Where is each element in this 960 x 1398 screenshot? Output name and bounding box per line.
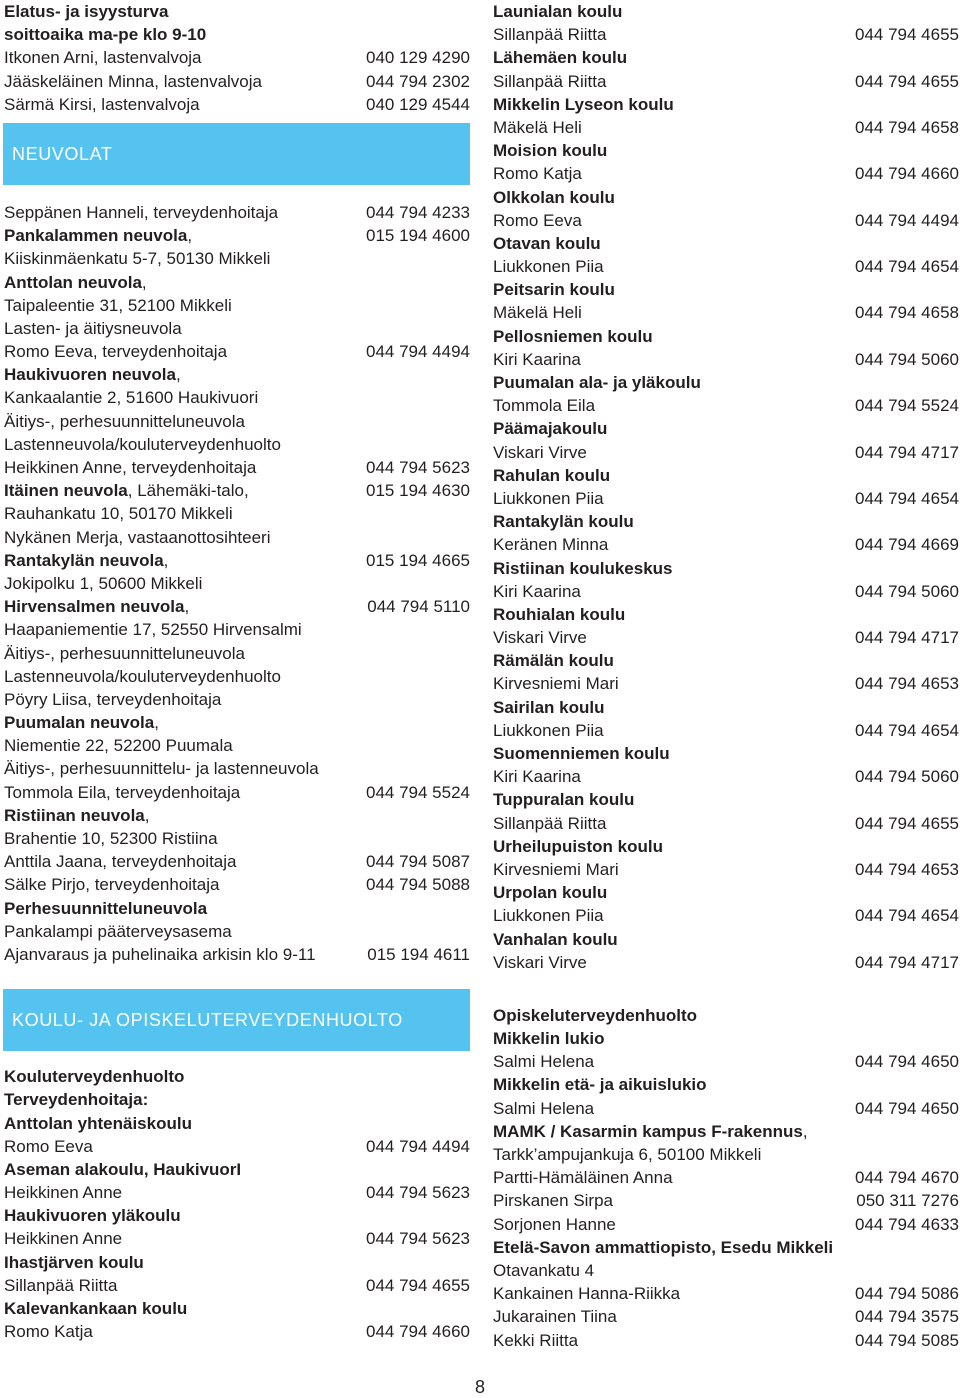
contact-list bbox=[4, 1065, 470, 1343]
entry-text: Pankalampi pääterveysasema bbox=[4, 921, 232, 941]
entry-text: Liukkonen Piia bbox=[493, 257, 604, 277]
phone-number: 044 794 4655 bbox=[855, 71, 959, 91]
entry-text: Tarkk’ampujankuja 6, 50100 Mikkeli bbox=[493, 1145, 762, 1164]
entry-text: soittoaika ma-pe klo 9-10 bbox=[4, 25, 207, 45]
contact-row bbox=[493, 70, 959, 93]
entry-text: Puumalan ala- ja yläkoulu bbox=[493, 373, 701, 392]
entry-text: Sorjonen Hanne bbox=[493, 1214, 616, 1234]
entry-text: Romo Eeva bbox=[493, 210, 582, 230]
phone-number: 044 794 5060 bbox=[855, 767, 959, 787]
contact-row bbox=[493, 23, 959, 46]
entry-text: Päämajakoulu bbox=[493, 419, 608, 439]
contact-row bbox=[493, 1166, 959, 1189]
entry-text: Rouhialan koulu bbox=[493, 604, 626, 624]
entry-text: Rahulan koulu bbox=[493, 465, 611, 485]
entry-suffix: , bbox=[141, 272, 147, 292]
contact-row bbox=[4, 595, 470, 618]
entry-heading bbox=[4, 1112, 470, 1135]
contact-row bbox=[493, 1305, 959, 1328]
section-header-neuvolat: NEUVOLAT bbox=[3, 123, 470, 185]
entry-text: Kankainen Hanna-Riikka bbox=[493, 1284, 681, 1304]
phone-number: 044 794 5623 bbox=[366, 1229, 470, 1249]
contact-row bbox=[493, 858, 959, 881]
entry-text: Romo Katja bbox=[4, 1322, 93, 1342]
contact-row bbox=[4, 850, 470, 873]
entry-text: Pankalammen neuvola bbox=[4, 226, 188, 246]
entry-heading bbox=[4, 23, 470, 46]
entry-text: Sälke Pirjo, terveydenhoitaja bbox=[4, 875, 220, 895]
entry-line bbox=[4, 642, 470, 665]
entry-heading bbox=[493, 186, 959, 209]
entry-text: Pöyry Liisa, terveydenhoitaja bbox=[4, 689, 222, 709]
entry-heading bbox=[4, 897, 470, 920]
entry-text: Itäinen neuvola bbox=[4, 481, 128, 501]
entry-text: Salmi Helena bbox=[493, 1052, 595, 1072]
contact-row bbox=[493, 348, 959, 371]
contact-row bbox=[4, 70, 470, 93]
entry-text: Heikkinen Anne, terveydenhoitaja bbox=[4, 458, 257, 477]
entry-text: MAMK / Kasarmin kampus F-rakennus bbox=[493, 1121, 803, 1141]
entry-heading bbox=[4, 1065, 470, 1088]
entry-text: Kankaalantie 2, 51600 Haukivuori bbox=[4, 388, 259, 408]
phone-number: 044 794 4717 bbox=[855, 952, 959, 972]
entry-text: Hirvensalmen neuvola bbox=[4, 597, 185, 617]
entry-heading bbox=[4, 804, 470, 827]
entry-text: Anttolan neuvola bbox=[4, 272, 142, 292]
phone-number: 015 194 4630 bbox=[366, 481, 470, 501]
entry-heading bbox=[493, 0, 959, 23]
entry-text: Romo Katja bbox=[493, 164, 582, 184]
entry-text: Mäkelä Heli bbox=[493, 303, 582, 323]
entry-text: Lasten- ja äitiysneuvola bbox=[4, 318, 182, 338]
phone-number: 044 794 4650 bbox=[855, 1098, 959, 1118]
entry-heading bbox=[4, 271, 470, 294]
contact-row bbox=[493, 765, 959, 788]
section-header-koulu: KOULU- JA OPISKELUTERVEYDENHUOLTO bbox=[3, 989, 470, 1051]
entry-line bbox=[4, 502, 470, 525]
phone-number: 044 794 4653 bbox=[855, 674, 959, 694]
entry-suffix: , Lähemäki-talo, bbox=[127, 481, 249, 501]
phone-number: 044 794 4650 bbox=[855, 1052, 959, 1072]
entry-heading bbox=[4, 1204, 470, 1227]
entry-text: Lähemäen koulu bbox=[493, 48, 628, 68]
contact-row bbox=[493, 1189, 959, 1212]
contact-row bbox=[493, 626, 959, 649]
phone-number: 044 794 5524 bbox=[855, 396, 959, 416]
entry-text: Romo Eeva, terveydenhoitaja bbox=[4, 342, 228, 362]
entry-line bbox=[4, 526, 470, 549]
entry-text: Äitiys-, perhesuunnitteluneuvola bbox=[4, 411, 245, 431]
entry-text: Viskari Virve bbox=[493, 628, 587, 648]
phone-number: 044 794 4658 bbox=[855, 117, 959, 137]
entry-heading bbox=[493, 928, 959, 951]
entry-text: Itkonen Arni, lastenvalvoja bbox=[4, 48, 202, 68]
entry-heading bbox=[493, 881, 959, 904]
phone-number: 015 194 4600 bbox=[366, 226, 470, 246]
phone-number: 044 794 4670 bbox=[855, 1168, 959, 1188]
entry-heading bbox=[493, 93, 959, 116]
entry-text: Brahentie 10, 52300 Ristiina bbox=[4, 829, 218, 848]
contact-row bbox=[4, 873, 470, 896]
entry-text: Ristiinan koulukeskus bbox=[493, 558, 673, 578]
entry-text: Sillanpää Riitta bbox=[493, 25, 607, 45]
phone-number: 044 794 4494 bbox=[366, 342, 470, 362]
entry-line bbox=[4, 410, 470, 433]
entry-text: Liukkonen Piia bbox=[493, 906, 604, 926]
entry-line bbox=[4, 757, 470, 780]
entry-text: Tommola Eila bbox=[493, 396, 596, 416]
entry-line bbox=[4, 665, 470, 688]
entry-text: Jukarainen Tiina bbox=[493, 1307, 617, 1327]
entry-text: Taipaleentie 31, 52100 Mikkeli bbox=[4, 295, 232, 315]
left-column bbox=[4, 0, 470, 1343]
phone-number: 044 794 4660 bbox=[366, 1322, 470, 1342]
entry-line bbox=[4, 734, 470, 757]
entry-heading bbox=[4, 1251, 470, 1274]
entry-text: Terveydenhoitaja: bbox=[4, 1090, 149, 1110]
entry-heading bbox=[493, 788, 959, 811]
entry-text: Kiri Kaarina bbox=[493, 767, 581, 787]
entry-suffix: , bbox=[802, 1121, 808, 1141]
phone-number: 044 794 4660 bbox=[855, 164, 959, 184]
entry-text: Kiri Kaarina bbox=[493, 349, 581, 369]
phone-number: 015 194 4665 bbox=[366, 550, 470, 570]
contact-list bbox=[4, 201, 470, 966]
entry-text: Ristiinan neuvola bbox=[4, 805, 145, 825]
entry-text: Liukkonen Piia bbox=[493, 488, 604, 508]
entry-suffix: , bbox=[163, 550, 169, 570]
phone-number: 044 794 4654 bbox=[855, 720, 959, 740]
entry-heading bbox=[4, 0, 470, 23]
contact-row bbox=[4, 1227, 470, 1250]
phone-number: 044 794 4654 bbox=[855, 906, 959, 926]
entry-text: Särmä Kirsi, lastenvalvoja bbox=[4, 94, 200, 114]
entry-text: Äitiys-, perhesuunnittelu- ja lastenneuvola bbox=[4, 759, 319, 779]
entry-heading bbox=[493, 139, 959, 162]
contact-row bbox=[493, 255, 959, 278]
phone-number: 044 794 5623 bbox=[366, 458, 470, 477]
contact-row bbox=[493, 487, 959, 510]
phone-number: 044 794 4633 bbox=[855, 1214, 959, 1234]
phone-number: 044 794 3575 bbox=[855, 1307, 959, 1327]
entry-text: Kirvesniemi Mari bbox=[493, 859, 619, 879]
entry-text: Vanhalan koulu bbox=[493, 929, 618, 949]
contact-row bbox=[4, 201, 470, 224]
phone-number: 044 794 2302 bbox=[366, 71, 470, 91]
contact-row bbox=[493, 116, 959, 139]
phone-number: 040 129 4544 bbox=[366, 94, 470, 114]
entry-text: Lastenneuvola/kouluterveydenhuolto bbox=[4, 666, 281, 686]
entry-heading bbox=[493, 1120, 959, 1143]
entry-text: Kiiskinmäenkatu 5-7, 50130 Mikkeli bbox=[4, 249, 271, 269]
contact-row bbox=[493, 1213, 959, 1236]
phone-number: 044 794 4494 bbox=[855, 210, 959, 230]
entry-heading bbox=[493, 1073, 959, 1096]
contact-list bbox=[493, 1004, 959, 1352]
entry-text: Perhesuunnitteluneuvola bbox=[4, 898, 208, 918]
phone-number: 050 311 7276 bbox=[856, 1191, 959, 1211]
phone-number: 044 794 4494 bbox=[366, 1136, 470, 1156]
entry-text: Kalevankankaan koulu bbox=[4, 1299, 188, 1318]
entry-heading bbox=[493, 649, 959, 672]
entry-heading bbox=[4, 363, 470, 386]
entry-line bbox=[4, 317, 470, 340]
entry-text: Opiskeluterveydenhuolto bbox=[493, 1005, 698, 1025]
entry-line bbox=[4, 433, 470, 456]
entry-text: Puumalan neuvola bbox=[4, 713, 155, 733]
entry-text: Urheilupuiston koulu bbox=[493, 836, 663, 856]
phone-number: 044 794 5110 bbox=[367, 597, 470, 617]
entry-text: Launialan koulu bbox=[493, 2, 623, 21]
entry-text: Anttolan yhtenäiskoulu bbox=[4, 1113, 192, 1133]
entry-text: Otavankatu 4 bbox=[493, 1260, 595, 1280]
entry-text: Mikkelin etä- ja aikuislukio bbox=[493, 1075, 707, 1095]
contact-row bbox=[493, 209, 959, 232]
phone-number: 040 129 4290 bbox=[366, 48, 470, 68]
entry-heading bbox=[493, 1004, 959, 1027]
entry-text: Lastenneuvola/kouluterveydenhuolto bbox=[4, 434, 281, 454]
entry-text: Rauhankatu 10, 50170 Mikkeli bbox=[4, 504, 233, 524]
contact-row bbox=[493, 533, 959, 556]
entry-line bbox=[4, 386, 470, 409]
phone-number: 044 794 5524 bbox=[366, 782, 470, 802]
entry-suffix: , bbox=[144, 805, 150, 825]
entry-heading bbox=[4, 711, 470, 734]
entry-text: Kiri Kaarina bbox=[493, 581, 581, 601]
contact-row bbox=[493, 672, 959, 695]
phone-number: 044 794 5085 bbox=[855, 1330, 959, 1350]
entry-suffix: , bbox=[184, 597, 190, 617]
entry-text: Sairilan koulu bbox=[493, 697, 605, 717]
entry-text: Otavan koulu bbox=[493, 233, 601, 253]
phone-number: 044 794 4655 bbox=[366, 1275, 470, 1295]
contact-list bbox=[4, 0, 470, 116]
entry-heading bbox=[493, 417, 959, 440]
entry-heading bbox=[493, 1236, 959, 1259]
entry-text: Ajanvaraus ja puhelinaika arkisin klo 9-11 bbox=[4, 944, 316, 964]
entry-heading bbox=[493, 696, 959, 719]
entry-text: Niementie 22, 52200 Puumala bbox=[4, 736, 233, 756]
phone-number: 044 794 4658 bbox=[855, 303, 959, 323]
entry-text: Viskari Virve bbox=[493, 952, 587, 972]
contact-row bbox=[4, 549, 470, 572]
entry-text: Sillanpää Riitta bbox=[493, 71, 607, 91]
entry-text: Liukkonen Piia bbox=[493, 720, 604, 740]
entry-heading bbox=[4, 1088, 470, 1111]
entry-suffix: , bbox=[154, 713, 159, 733]
entry-heading bbox=[493, 46, 959, 69]
contact-row bbox=[493, 951, 959, 974]
phone-number: 044 794 4717 bbox=[855, 628, 959, 648]
entry-line bbox=[4, 294, 470, 317]
phone-number: 044 794 4654 bbox=[855, 257, 959, 277]
entry-heading bbox=[493, 510, 959, 533]
contact-row bbox=[493, 1050, 959, 1073]
contact-row bbox=[493, 1329, 959, 1352]
entry-line bbox=[4, 688, 470, 711]
entry-line bbox=[4, 920, 470, 943]
entry-heading bbox=[493, 835, 959, 858]
entry-text: Haukivuoren yläkoulu bbox=[4, 1206, 181, 1226]
entry-text: Sillanpää Riitta bbox=[4, 1275, 118, 1295]
entry-heading bbox=[493, 742, 959, 765]
contact-list bbox=[493, 0, 959, 974]
phone-number: 044 794 5060 bbox=[855, 581, 959, 601]
contact-row bbox=[4, 1320, 470, 1343]
phone-number: 044 794 5060 bbox=[855, 349, 959, 369]
entry-text: Suomenniemen koulu bbox=[493, 744, 670, 763]
contact-row bbox=[4, 1135, 470, 1158]
entry-text: Nykänen Merja, vastaanottosihteeri bbox=[4, 527, 271, 547]
entry-text: Kouluterveydenhuolto bbox=[4, 1067, 185, 1087]
entry-line bbox=[493, 1143, 959, 1166]
phone-number: 044 794 5086 bbox=[855, 1284, 959, 1304]
entry-text: Elatus- ja isyysturva bbox=[4, 2, 169, 21]
page-number: 8 bbox=[474, 1377, 485, 1397]
contact-row bbox=[493, 904, 959, 927]
entry-text: Anttila Jaana, terveydenhoitaja bbox=[4, 852, 237, 872]
entry-text: Rantakylän neuvola bbox=[4, 550, 164, 570]
entry-heading bbox=[493, 1027, 959, 1050]
entry-text: Tuppuralan koulu bbox=[493, 790, 635, 810]
entry-text: Urpolan koulu bbox=[493, 883, 608, 903]
contact-row bbox=[493, 1282, 959, 1305]
entry-text: Rämälän koulu bbox=[493, 651, 614, 671]
entry-heading bbox=[493, 325, 959, 348]
entry-heading bbox=[493, 371, 959, 394]
contact-row bbox=[4, 340, 470, 363]
entry-text: Ihastjärven koulu bbox=[4, 1252, 144, 1272]
entry-line bbox=[4, 618, 470, 641]
entry-text: Seppänen Hanneli, terveydenhoitaja bbox=[4, 202, 279, 222]
entry-text: Haukivuoren neuvola bbox=[4, 365, 176, 385]
phone-number: 044 794 5623 bbox=[366, 1183, 470, 1203]
entry-suffix: , bbox=[175, 365, 181, 385]
entry-text: Jokipolku 1, 50600 Mikkeli bbox=[4, 573, 203, 593]
contact-row bbox=[493, 394, 959, 417]
contact-row bbox=[4, 781, 470, 804]
contact-row bbox=[493, 719, 959, 742]
contact-row bbox=[493, 1097, 959, 1120]
entry-text: Pirskanen Sirpa bbox=[493, 1191, 614, 1211]
entry-text: Rantakylän koulu bbox=[493, 512, 634, 532]
right-column bbox=[493, 0, 959, 1352]
phone-number: 044 794 4669 bbox=[855, 535, 959, 555]
entry-text: Aseman alakoulu, HaukivuorI bbox=[4, 1159, 242, 1179]
contact-row bbox=[493, 580, 959, 603]
contact-row bbox=[493, 301, 959, 324]
contact-row bbox=[4, 46, 470, 69]
entry-text: Salmi Helena bbox=[493, 1098, 595, 1118]
phone-number: 044 794 4654 bbox=[855, 488, 959, 508]
entry-line bbox=[4, 572, 470, 595]
phone-number: 044 794 5087 bbox=[366, 852, 470, 872]
entry-line bbox=[4, 827, 470, 850]
phone-number: 044 794 5088 bbox=[366, 875, 470, 895]
contact-row bbox=[4, 456, 470, 479]
entry-text: Mikkelin Lyseon koulu bbox=[493, 94, 674, 114]
entry-suffix: , bbox=[187, 226, 193, 246]
contact-row bbox=[493, 812, 959, 835]
entry-text: Kirvesniemi Mari bbox=[493, 674, 619, 694]
entry-text: Kekki Riitta bbox=[493, 1330, 579, 1350]
entry-heading bbox=[493, 464, 959, 487]
entry-text: Peitsarin koulu bbox=[493, 280, 615, 300]
entry-text: Tommola Eila, terveydenhoitaja bbox=[4, 782, 241, 802]
entry-text: Keränen Minna bbox=[493, 535, 609, 555]
phone-number: 015 194 4611 bbox=[367, 944, 470, 964]
phone-number: 044 794 4717 bbox=[855, 442, 959, 462]
entry-heading bbox=[493, 557, 959, 580]
entry-text: Jääskeläinen Minna, lastenvalvoja bbox=[4, 71, 262, 91]
contact-row bbox=[4, 943, 470, 966]
entry-text: Mäkelä Heli bbox=[493, 117, 582, 137]
contact-row bbox=[4, 1274, 470, 1297]
entry-heading bbox=[4, 1297, 470, 1320]
phone-number: 044 794 4653 bbox=[855, 859, 959, 879]
entry-line bbox=[493, 1259, 959, 1282]
contact-row bbox=[4, 479, 470, 502]
phone-number: 044 794 4655 bbox=[855, 25, 959, 45]
entry-heading bbox=[493, 232, 959, 255]
entry-heading bbox=[493, 278, 959, 301]
contact-row bbox=[4, 1181, 470, 1204]
entry-text: Etelä-Savon ammattiopisto, Esedu Mikkeli bbox=[493, 1237, 834, 1257]
contact-row bbox=[493, 441, 959, 464]
entry-line bbox=[4, 247, 470, 270]
entry-text: Olkkolan koulu bbox=[493, 187, 615, 207]
entry-text: Pellosniemen koulu bbox=[493, 326, 653, 346]
entry-text: Äitiys-, perhesuunnitteluneuvola bbox=[4, 643, 245, 663]
contact-row bbox=[4, 93, 470, 116]
entry-text: Heikkinen Anne bbox=[4, 1229, 123, 1249]
contact-row bbox=[4, 224, 470, 247]
entry-text: Heikkinen Anne bbox=[4, 1183, 123, 1203]
phone-number: 044 794 4655 bbox=[855, 813, 959, 833]
entry-text: Haapaniementie 17, 52550 Hirvensalmi bbox=[4, 620, 302, 640]
entry-text: Partti-Hämäläinen Anna bbox=[493, 1168, 673, 1188]
phone-number: 044 794 4233 bbox=[366, 202, 470, 222]
entry-heading bbox=[493, 603, 959, 626]
entry-text: Romo Eeva bbox=[4, 1136, 93, 1156]
entry-text: Moision koulu bbox=[493, 141, 608, 161]
entry-text: Viskari Virve bbox=[493, 442, 587, 462]
contact-row bbox=[493, 162, 959, 185]
entry-text: Mikkelin lukio bbox=[493, 1029, 605, 1049]
entry-heading bbox=[4, 1158, 470, 1181]
entry-text: Sillanpää Riitta bbox=[493, 813, 607, 833]
